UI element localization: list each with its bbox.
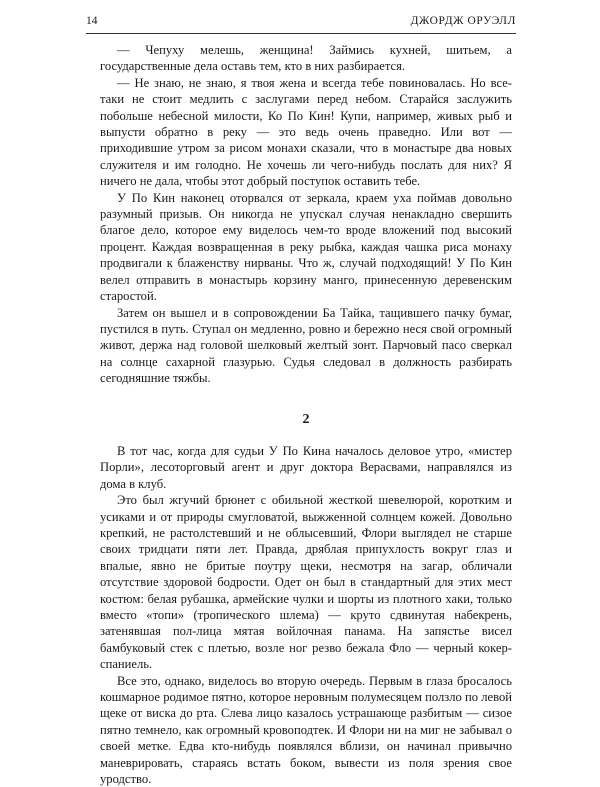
- paragraph: Это был жгучий брюнет с обильной жесткой шевелюрой, коротким и усиками и от природы смугловатой, выжженной солнцем кожей. Довольно крепкий, не растолстевший и не облысевший, Флори выглядел не старше своих тридцати пяти лет. Правда, дряблая припухлость вокруг глаз и впалые, явно не бритые поутру щеки, несмотря на загар, обличали отсутствие здоровой бодрости. Одет он был в стандартный для этих мест костюм: белая рубашка, армейские чулки и шорты из плотного хаки, только вместо «топи» (тропического шлема) — круто сдвинутая набекрень, затенявшая пол-лица мятая войлочная панама. На запястье висел бамбуковый стек с плетью, возле ног резво бежала Фло — черный кокер-спаниель.: [100, 493, 512, 672]
- paragraph: У По Кин наконец оторвался от зеркала, краем уха поймав довольно разумный призыв. Он никогда не упускал случая ненакладно свершить благое дело, которое ему виделось чем-то вроде вложений под высокий процент. Каждая возвращенная в реку рыбка, каждая чашка риса монаху продвигали к блаженству нирваны. Что ж, случай подходящий! У По Кин велел отправить в монастырь корзину манго, принесенную деревенским старостой.: [100, 190, 512, 304]
- page-number: 14: [86, 15, 98, 27]
- body-text: [100, 42, 512, 787]
- chapter-number: 2: [302, 411, 310, 427]
- header-divider: [86, 33, 516, 34]
- paragraph: — Не знаю, не знаю, я твоя жена и всегда тебе повиновалась. Но все-таки не стоит медлить с заслугами перед небом. Старайся заслужить побольше небесной милости, Ко По Кин! Купи, например, живых рыб и выпусти обратно в реку — это ведь очень праведно. Или вот — приходившие утром за рисом монахи сказали, что в монастыре два новых служителя и им голодно. Не хочешь ли чего-нибудь послать для них? Я ничего не дала, чтобы этот добрый поступок оставить тебе.: [100, 75, 512, 189]
- paragraph: Затем он вышел и в сопровождении Ба Тайка, тащившего пачку бумаг, пустился в путь. Ступал он медленно, ровно и бережно неся свой огромный живот, держа над головой шелковый желтый зонт. Парчовый пасо сверкал на солнце сахарной глазурью. Судья следовал в должность разбирать сегодняшние тяжбы.: [100, 305, 512, 386]
- paragraph: Все это, однако, виделось во вторую очередь. Первым в глаза бросалось кошмарное родимое пятно, которое неровным полумесяцем ползло по левой щеке от виска до рта. Слева лицо казалось устрашающе разбитым — сизое пятно темнело, как огромный кровоподтек. И Флори ни на миг не забывал о своей метке. Едва кто-нибудь появлялся вблизи, он начинал привычно маневрировать, стараясь встать боком, вывести из поля зрения свое уродство.: [100, 673, 512, 787]
- paragraph: В тот час, когда для судьи У По Кина началось деловое утро, «мистер Порли», лесоторговый агент и друг доктора Верасвами, направлялся из дома в клуб.: [100, 443, 512, 491]
- running-header-author: ДЖОРДЖ ОРУЭЛЛ: [410, 15, 516, 27]
- running-header: [86, 11, 516, 31]
- paragraph: — Чепуху мелешь, женщина! Займись кухней, шитьем, а государственные дела оставь тем, кто в них разбирается.: [100, 43, 512, 74]
